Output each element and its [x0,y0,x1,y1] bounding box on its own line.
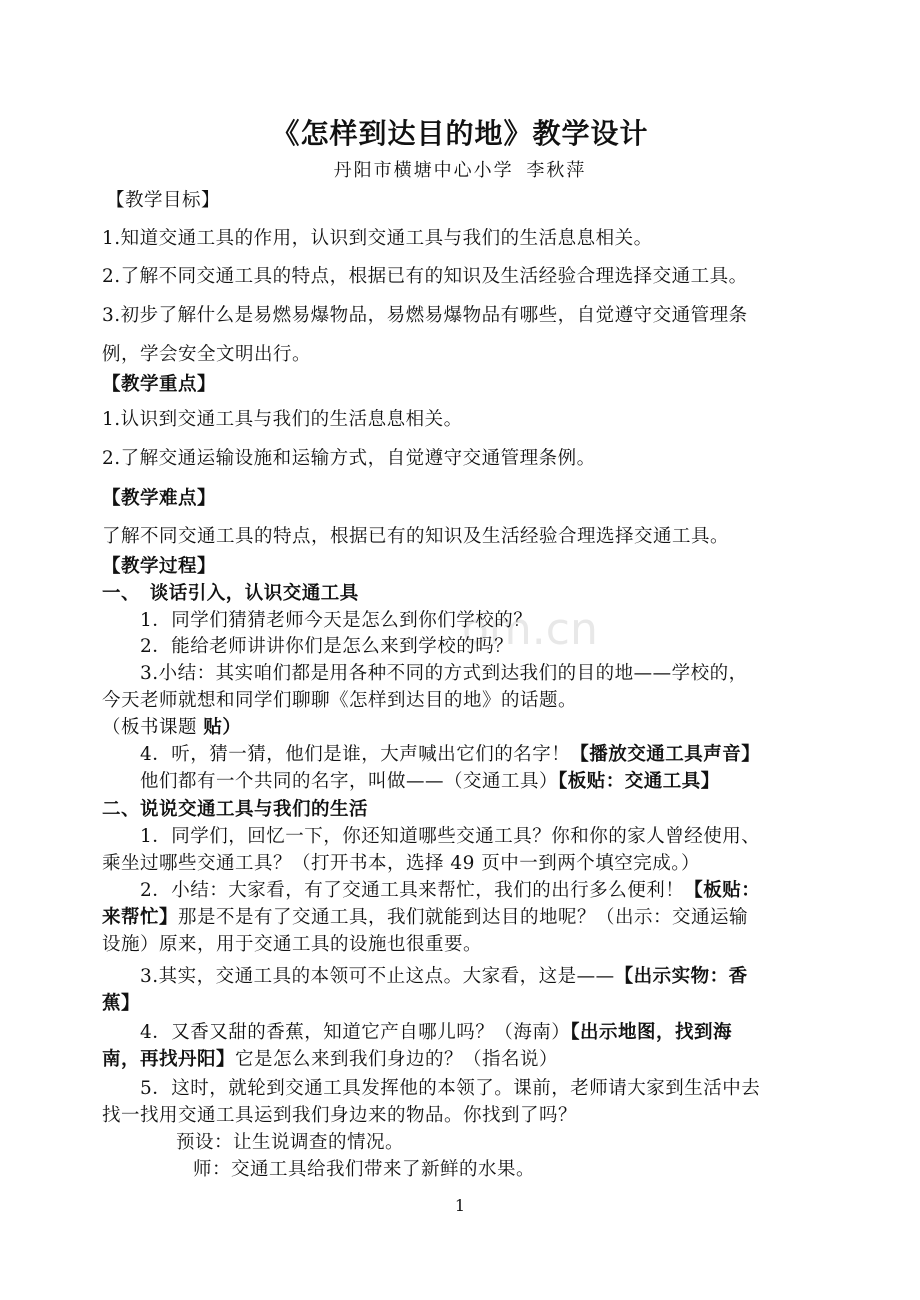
goal-2: 2.了解不同交通工具的特点，根据已有的知识及生活经验合理选择交通工具。 [102,266,748,287]
item-5-bold: 【板贴：交通工具】 [558,771,720,792]
goal-1: 1.知道交通工具的作用，认识到交通工具与我们的生活息息相关。 [102,228,653,249]
part-2-item-2-line2 [102,903,748,929]
item-2-text: 2．小结：大家看，有了交通工具来帮忙，我们的出行多么便利！ [140,880,685,901]
part-2-item-1-line1: 1．同学们，回忆一下，你还知道哪些交通工具？你和你的家人曾经使用、 [140,826,761,847]
part-2-item-2-line3: 设施）原来，用于交通工具的设施也很重要。 [102,934,483,955]
goals-heading: 【教学目标】 [106,190,221,211]
part-2-item-4-line1 [140,1018,732,1044]
part-1-item-3-line1: 3.小结：其实咱们都是用各种不同的方式到达我们的目的地——学校的， [140,663,748,684]
part-2-item-4-line2 [102,1045,558,1071]
goal-3-line1: 3.初步了解什么是易燃易爆物品，易燃易爆物品有哪些，自觉遵守交通管理条 [102,305,748,326]
item-3-text: 3.其实，交通工具的本领可不止这点。大家看，这是—— [140,966,615,987]
item-4b-bold: 【出示地图，找到海 [570,1022,733,1043]
item-2-bold-cont: 来帮忙】 [102,907,179,928]
item-4-text: 4．听，猜一猜，他们是谁，大声喊出它们的名字！ [140,744,571,765]
prediction-line: 预设：让生说调查的情况。 [176,1132,405,1153]
part-1-item-4 [140,740,760,766]
goal-3-line2: 例，学会安全文明出行。 [102,344,312,365]
part-1-item-2: 2．能给老师讲讲你们是怎么来到学校的吗？ [140,636,514,657]
part-1-item-3-line2: 今天老师就想和同学们聊聊《怎样到达目的地》的话题。 [102,690,578,711]
page-number: 1 [454,1196,466,1215]
part-1-board-note [102,713,241,739]
part-2-item-2-line1 [140,876,760,902]
part-1-item-1: 1．同学们猜猜老师今天是怎么到你们学校的？ [140,610,533,631]
author-line: 丹阳市横塘中心小学 李秋萍 [333,160,587,181]
item-4b-text-cont: 它是怎么来到我们身边的？（指名说） [235,1049,559,1070]
part-2-item-3-line1 [140,962,748,988]
key-2: 2.了解交通运输设施和运输方式，自觉遵守交通管理条例。 [102,448,596,469]
part-1-item-5 [140,767,720,793]
part-2-item-5-line2: 找一找用交通工具运到我们身边来的物品。你找到了吗？ [102,1105,578,1126]
process-heading: 【教学过程】 [102,556,217,577]
item-4b-bold-cont: 南，再找丹阳】 [102,1049,236,1070]
board-note-text: （板书课题 [102,717,204,738]
item-3-bold: 【出示实物：香 [614,966,748,987]
item-5-text: 他们都有一个共同的名字，叫做——（交通工具） [140,771,559,792]
board-note-bold: 贴） [203,717,242,738]
watermark: om.cn [462,604,598,655]
part-2-item-5-line1: 5．这时，就轮到交通工具发挥他的本领了。课前，老师请大家到生活中去 [140,1078,761,1099]
key-heading: 【教学重点】 [102,374,217,395]
part-2-heading: 二、说说交通工具与我们的生活 [102,799,369,820]
item-4b-text: 4．又香又甜的香蕉，知道它产自哪儿吗？（海南） [140,1022,571,1043]
part-2-item-3-line2: 蕉】 [102,993,141,1014]
part-2-item-1-line2: 乘坐过哪些交通工具？（打开书本，选择 49 页中一到两个填空完成。） [102,853,701,874]
item-4-bold: 【播放交通工具声音】 [570,744,761,765]
teacher-line: 师：交通工具给我们带来了新鲜的水果。 [193,1159,536,1180]
item-2-bold: 【板贴： [684,880,761,901]
key-1: 1.认识到交通工具与我们的生活息息相关。 [102,409,463,430]
document-title: 《怎样到达目的地》教学设计 [271,117,649,150]
item-2-text-cont: 那是不是有了交通工具，我们就能到达目的地呢？（出示：交通运输 [178,907,749,928]
part-1-heading: 一、 谈话引入，认识交通工具 [102,583,359,604]
difficulty-1: 了解不同交通工具的特点，根据已有的知识及生活经验合理选择交通工具。 [102,526,730,547]
difficulty-heading: 【教学难点】 [102,488,217,509]
